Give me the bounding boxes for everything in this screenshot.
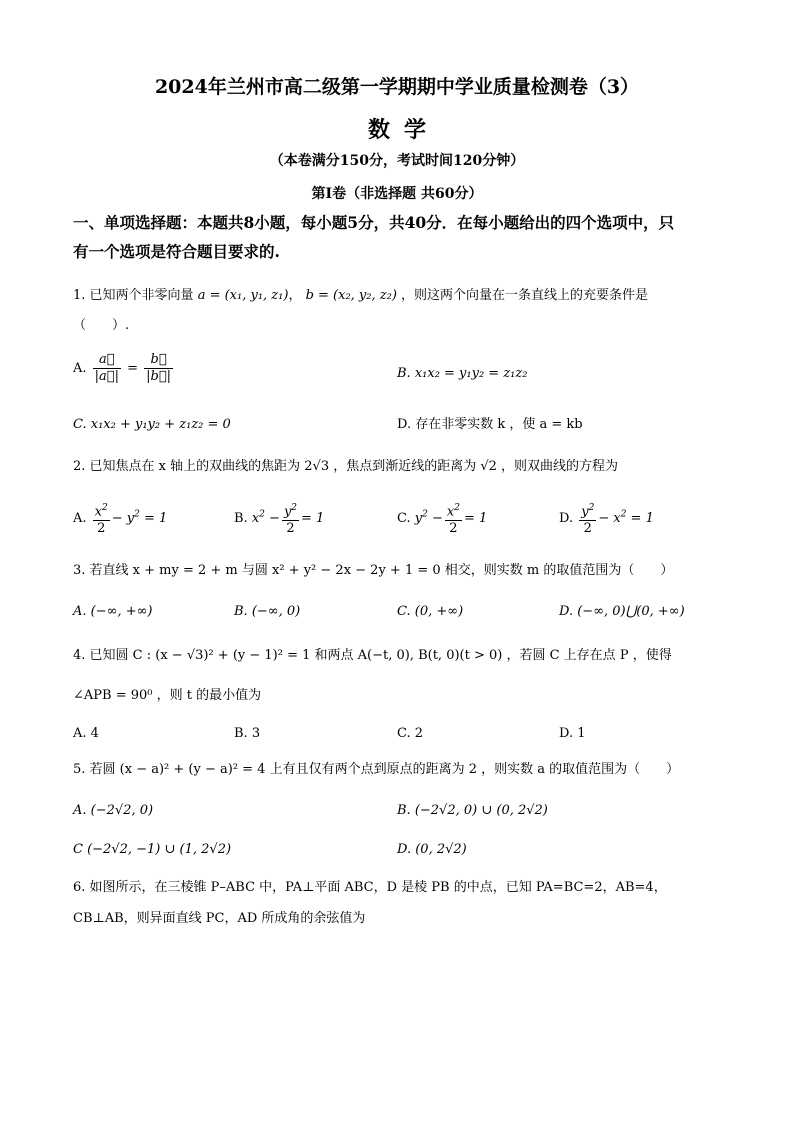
q3-option-a: A. (−∞, +∞): [73, 604, 153, 619]
subject-title: 数学: [367, 117, 440, 143]
q6-stem-line1: 6. 如图所示，在三棱锥 P–ABC 中，PA⊥平面 ABC，D 是棱 PB 的中点，已知 PA=BC=2，AB=4，: [73, 880, 667, 895]
q2-option-b: B. $x^2$ − $\frac{y^2}{2}$ = 1: [234, 500, 324, 537]
q4-option-a: A. 4: [73, 726, 99, 741]
q3-option-b: B. (−∞, 0): [234, 604, 301, 619]
q3-option-c: C. (0, +∞): [397, 604, 464, 619]
q5-stem: 5. 若圆 (x − a)² + (y − a)² = 4 上有且仅有两个点到原点的距离为 2 ，则实数 a 的取值范围为（ ）: [73, 762, 680, 777]
q1-option-c: C. x₁x₂ + y₁y₂ + z₁z₂ = 0: [73, 417, 231, 432]
section1-heading-line2: 有一个选项是符合题目要求的.: [73, 242, 280, 261]
q3-stem: 3. 若直线 x + my = 2 + m 与圆 x² + y² − 2x − 2y + 1 = 0 相交，则实数 m 的取值范围为（ ）: [73, 563, 674, 578]
exam-title: 2024年兰州市高二级第一学期期中学业质量检测卷（3）: [154, 76, 640, 98]
q2-option-b-label: B.: [234, 511, 248, 527]
q5-option-a: A. (−2√2, 0): [73, 803, 154, 818]
q5-option-d: D. (0, 2√2): [397, 842, 467, 857]
q4-option-b: B. 3: [234, 726, 261, 741]
q4-stem-line2: ∠APB = 90⁰ ，则 t 的最小值为: [73, 688, 262, 703]
q1-vector-b: b = (x₂, y₂, z₂): [305, 288, 397, 303]
q1-stem: 1. 已知两个非零向量 a = (x₁, y₁, z₁)， b = (x₂, y₂, z₂) ，则这两个向量在一条直线上的充要条件是: [73, 288, 649, 303]
q2-option-d: D. $\frac{y^2}{2}$ − $x^2 = 1$: [559, 500, 654, 537]
q1-option-a-label: A.: [73, 361, 87, 376]
volume-heading: 第I卷（非选择题 共60分）: [311, 186, 483, 202]
q4-stem-line1: 4. 已知圆 C : (x − √3)² + (y − 1)² = 1 和两点 A(−t, 0), B(t, 0)(t > 0) ，若圆 C 上存在点 P ，使得: [73, 648, 672, 663]
q1-option-a: A. $\frac{a⃗}{|a⃗|}$ = $\frac{b⃗}{|b⃗|}$: [73, 352, 172, 384]
q1-pre: 1. 已知两个非零向量: [73, 288, 194, 303]
section1-heading-line1: 一、单项选择题：本题共8小题，每小题5分，共40分．在每小题给出的四个选项中，只: [73, 213, 675, 232]
q1-option-b: B. x₁x₂ = y₁y₂ = z₁z₂: [397, 366, 528, 381]
q3-option-d: D. (−∞, 0)⋃(0, +∞): [559, 604, 685, 619]
q6-stem-line2: CB⊥AB，则异面直线 PC，AD 所成角的余弦值为: [73, 911, 366, 926]
q2-option-a: A. $\frac{x^2}{2}$ − $y^2 = 1$: [73, 500, 167, 537]
q2-stem: 2. 已知焦点在 x 轴上的双曲线的焦距为 2√3 ，焦点到渐近线的距离为 √2 ，则双曲线的方程为: [73, 459, 619, 474]
q4-option-c: C. 2: [397, 726, 424, 741]
q2-option-a-label: A.: [73, 511, 87, 527]
q5-option-b: B. (−2√2, 0) ∪ (0, 2√2): [397, 803, 548, 818]
q2-option-c: C. $y^2$ − $\frac{x^2}{2}$ = 1: [397, 500, 487, 537]
q1-option-a-frac-left: $\frac{a⃗}{|a⃗|}$: [94, 352, 119, 384]
q1-vector-a: a = (x₁, y₁, z₁): [197, 288, 289, 303]
q1-paren: （ ）.: [73, 318, 130, 333]
score-time-note: （本卷满分150分，考试时间120分钟）: [269, 153, 525, 169]
q1-post: ，则这两个向量在一条直线上的充要条件是: [401, 288, 649, 303]
q2-option-c-label: C.: [397, 511, 411, 527]
q1-option-d: D. 存在非零实数 k ，使 a = kb: [397, 417, 583, 432]
q5-option-c: C (−2√2, −1) ∪ (1, 2√2): [73, 842, 232, 857]
q1-option-a-frac-right: $\frac{b⃗}{|b⃗|}$: [146, 352, 172, 384]
q2-option-d-label: D.: [559, 511, 574, 527]
q4-option-d: D. 1: [559, 726, 586, 741]
